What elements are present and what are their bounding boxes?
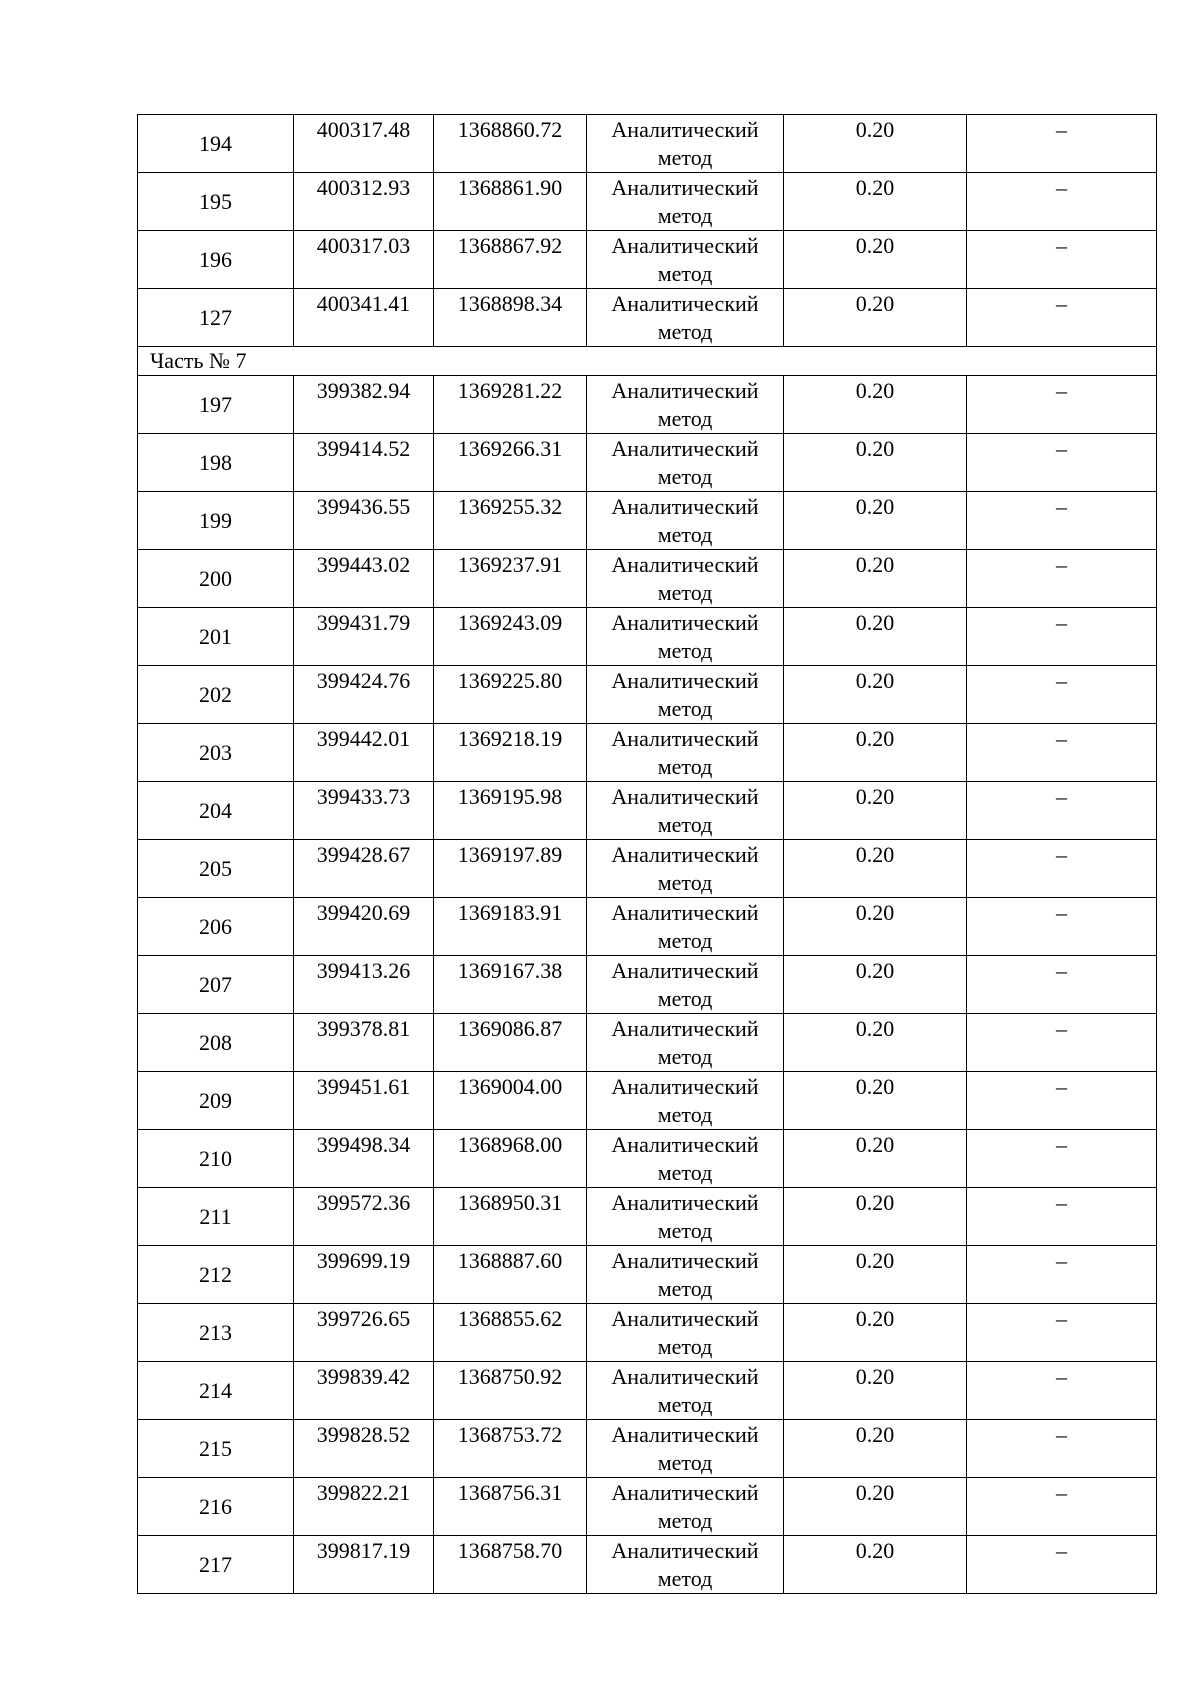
description-cell: – <box>967 1014 1157 1072</box>
method-cell <box>587 724 784 782</box>
x-coordinate-cell: 399436.55 <box>294 492 434 550</box>
table-row <box>138 376 1157 434</box>
table-row <box>138 1014 1157 1072</box>
accuracy-cell: 0.20 <box>784 1072 967 1130</box>
coordinates-table <box>137 114 1157 1594</box>
description-cell: – <box>967 956 1157 1014</box>
table-row <box>138 1304 1157 1362</box>
table-row <box>138 1478 1157 1536</box>
method-line-1: Аналитический <box>611 1538 759 1563</box>
x-coordinate-cell: 399451.61 <box>294 1072 434 1130</box>
y-coordinate-cell: 1369086.87 <box>434 1014 587 1072</box>
x-coordinate-cell: 399431.79 <box>294 608 434 666</box>
method-line-2: метод <box>657 754 713 779</box>
y-coordinate-cell: 1369167.38 <box>434 956 587 1014</box>
description-cell: – <box>967 115 1157 173</box>
y-coordinate-cell: 1368898.34 <box>434 289 587 347</box>
y-coordinate-cell: 1368758.70 <box>434 1536 587 1594</box>
x-coordinate-cell: 399726.65 <box>294 1304 434 1362</box>
method-line-1: Аналитический <box>611 436 759 461</box>
method-line-2: метод <box>657 870 713 895</box>
point-number-cell: 201 <box>138 608 294 666</box>
accuracy-cell: 0.20 <box>784 550 967 608</box>
x-coordinate-cell: 399424.76 <box>294 666 434 724</box>
y-coordinate-cell: 1369183.91 <box>434 898 587 956</box>
y-coordinate-cell: 1368950.31 <box>434 1188 587 1246</box>
method-cell <box>587 231 784 289</box>
accuracy-cell: 0.20 <box>784 115 967 173</box>
table-row <box>138 434 1157 492</box>
method-cell <box>587 376 784 434</box>
table-row <box>138 956 1157 1014</box>
method-line-1: Аналитический <box>611 726 759 751</box>
x-coordinate-cell: 399382.94 <box>294 376 434 434</box>
description-cell: – <box>967 1188 1157 1246</box>
table-row <box>138 492 1157 550</box>
table-row <box>138 666 1157 724</box>
point-number-cell: 208 <box>138 1014 294 1072</box>
description-cell: – <box>967 1246 1157 1304</box>
accuracy-cell: 0.20 <box>784 1304 967 1362</box>
accuracy-cell: 0.20 <box>784 173 967 231</box>
description-cell: – <box>967 173 1157 231</box>
method-line-1: Аналитический <box>611 291 759 316</box>
method-line-2: метод <box>657 1450 713 1475</box>
accuracy-cell: 0.20 <box>784 666 967 724</box>
accuracy-cell: 0.20 <box>784 1478 967 1536</box>
method-line-2: метод <box>657 406 713 431</box>
x-coordinate-cell: 399443.02 <box>294 550 434 608</box>
x-coordinate-cell: 400317.03 <box>294 231 434 289</box>
accuracy-cell: 0.20 <box>784 898 967 956</box>
point-number-cell: 197 <box>138 376 294 434</box>
method-line-1: Аналитический <box>611 842 759 867</box>
method-line-2: метод <box>657 928 713 953</box>
description-cell: – <box>967 376 1157 434</box>
description-cell: – <box>967 840 1157 898</box>
table-row <box>138 1420 1157 1478</box>
method-cell <box>587 898 784 956</box>
y-coordinate-cell: 1368887.60 <box>434 1246 587 1304</box>
method-cell <box>587 956 784 1014</box>
x-coordinate-cell: 400312.93 <box>294 173 434 231</box>
y-coordinate-cell: 1368867.92 <box>434 231 587 289</box>
method-line-2: метод <box>657 261 713 286</box>
method-line-2: метод <box>657 1218 713 1243</box>
description-cell: – <box>967 666 1157 724</box>
accuracy-cell: 0.20 <box>784 1014 967 1072</box>
table-row <box>138 550 1157 608</box>
accuracy-cell: 0.20 <box>784 1188 967 1246</box>
method-line-2: метод <box>657 1160 713 1185</box>
point-number-cell: 209 <box>138 1072 294 1130</box>
method-cell <box>587 289 784 347</box>
point-number-cell: 213 <box>138 1304 294 1362</box>
point-number-cell: 206 <box>138 898 294 956</box>
description-cell: – <box>967 898 1157 956</box>
description-cell: – <box>967 231 1157 289</box>
table-row <box>138 231 1157 289</box>
table-row <box>138 289 1157 347</box>
method-line-1: Аналитический <box>611 1480 759 1505</box>
method-line-1: Аналитический <box>611 958 759 983</box>
method-line-2: метод <box>657 522 713 547</box>
method-line-1: Аналитический <box>611 1248 759 1273</box>
x-coordinate-cell: 399572.36 <box>294 1188 434 1246</box>
description-cell: – <box>967 608 1157 666</box>
point-number-cell: 202 <box>138 666 294 724</box>
x-coordinate-cell: 399839.42 <box>294 1362 434 1420</box>
x-coordinate-cell: 399817.19 <box>294 1536 434 1594</box>
table-row <box>138 1188 1157 1246</box>
y-coordinate-cell: 1369266.31 <box>434 434 587 492</box>
x-coordinate-cell: 399822.21 <box>294 1478 434 1536</box>
y-coordinate-cell: 1368861.90 <box>434 173 587 231</box>
y-coordinate-cell: 1369243.09 <box>434 608 587 666</box>
method-line-2: метод <box>657 1566 713 1591</box>
point-number-cell: 212 <box>138 1246 294 1304</box>
accuracy-cell: 0.20 <box>784 376 967 434</box>
x-coordinate-cell: 399433.73 <box>294 782 434 840</box>
method-line-2: метод <box>657 319 713 344</box>
method-cell <box>587 1072 784 1130</box>
method-cell <box>587 492 784 550</box>
point-number-cell: 194 <box>138 115 294 173</box>
x-coordinate-cell: 400341.41 <box>294 289 434 347</box>
x-coordinate-cell: 399413.26 <box>294 956 434 1014</box>
method-line-1: Аналитический <box>611 233 759 258</box>
method-line-2: метод <box>657 580 713 605</box>
method-cell <box>587 1188 784 1246</box>
method-line-1: Аналитический <box>611 378 759 403</box>
description-cell: – <box>967 434 1157 492</box>
method-line-1: Аналитический <box>611 784 759 809</box>
y-coordinate-cell: 1368855.62 <box>434 1304 587 1362</box>
point-number-cell: 196 <box>138 231 294 289</box>
accuracy-cell: 0.20 <box>784 231 967 289</box>
point-number-cell: 214 <box>138 1362 294 1420</box>
point-number-cell: 127 <box>138 289 294 347</box>
description-cell: – <box>967 1362 1157 1420</box>
method-line-1: Аналитический <box>611 117 759 142</box>
y-coordinate-cell: 1369195.98 <box>434 782 587 840</box>
method-line-2: метод <box>657 1392 713 1417</box>
table-row <box>138 115 1157 173</box>
method-line-1: Аналитический <box>611 900 759 925</box>
method-line-2: метод <box>657 638 713 663</box>
x-coordinate-cell: 399442.01 <box>294 724 434 782</box>
y-coordinate-cell: 1368750.92 <box>434 1362 587 1420</box>
y-coordinate-cell: 1369218.19 <box>434 724 587 782</box>
table-row <box>138 608 1157 666</box>
method-line-2: метод <box>657 145 713 170</box>
point-number-cell: 204 <box>138 782 294 840</box>
method-line-1: Аналитический <box>611 1132 759 1157</box>
table-row <box>138 724 1157 782</box>
y-coordinate-cell: 1369197.89 <box>434 840 587 898</box>
method-cell <box>587 840 784 898</box>
x-coordinate-cell: 399414.52 <box>294 434 434 492</box>
accuracy-cell: 0.20 <box>784 608 967 666</box>
method-cell <box>587 1246 784 1304</box>
method-line-2: метод <box>657 464 713 489</box>
section-header-row <box>138 347 1157 376</box>
method-line-1: Аналитический <box>611 1074 759 1099</box>
method-cell <box>587 1478 784 1536</box>
accuracy-cell: 0.20 <box>784 434 967 492</box>
method-line-1: Аналитический <box>611 1190 759 1215</box>
table-row <box>138 782 1157 840</box>
description-cell: – <box>967 1072 1157 1130</box>
y-coordinate-cell: 1368753.72 <box>434 1420 587 1478</box>
method-cell <box>587 434 784 492</box>
method-cell <box>587 1362 784 1420</box>
point-number-cell: 203 <box>138 724 294 782</box>
coordinates-table-body <box>138 115 1157 1594</box>
x-coordinate-cell: 399699.19 <box>294 1246 434 1304</box>
y-coordinate-cell: 1368860.72 <box>434 115 587 173</box>
x-coordinate-cell: 399378.81 <box>294 1014 434 1072</box>
method-cell <box>587 550 784 608</box>
accuracy-cell: 0.20 <box>784 956 967 1014</box>
table-row <box>138 898 1157 956</box>
method-line-1: Аналитический <box>611 1364 759 1389</box>
table-row <box>138 1130 1157 1188</box>
accuracy-cell: 0.20 <box>784 840 967 898</box>
y-coordinate-cell: 1369225.80 <box>434 666 587 724</box>
method-line-1: Аналитический <box>611 1422 759 1447</box>
accuracy-cell: 0.20 <box>784 1362 967 1420</box>
point-number-cell: 205 <box>138 840 294 898</box>
method-line-1: Аналитический <box>611 668 759 693</box>
method-cell <box>587 1304 784 1362</box>
y-coordinate-cell: 1369281.22 <box>434 376 587 434</box>
y-coordinate-cell: 1368968.00 <box>434 1130 587 1188</box>
point-number-cell: 198 <box>138 434 294 492</box>
description-cell: – <box>967 492 1157 550</box>
x-coordinate-cell: 399828.52 <box>294 1420 434 1478</box>
x-coordinate-cell: 399498.34 <box>294 1130 434 1188</box>
point-number-cell: 217 <box>138 1536 294 1594</box>
accuracy-cell: 0.20 <box>784 1536 967 1594</box>
description-cell: – <box>967 289 1157 347</box>
x-coordinate-cell: 400317.48 <box>294 115 434 173</box>
description-cell: – <box>967 1536 1157 1594</box>
description-cell: – <box>967 1130 1157 1188</box>
accuracy-cell: 0.20 <box>784 492 967 550</box>
method-line-1: Аналитический <box>611 552 759 577</box>
method-cell <box>587 173 784 231</box>
table-row <box>138 840 1157 898</box>
method-line-2: метод <box>657 1276 713 1301</box>
description-cell: – <box>967 782 1157 840</box>
y-coordinate-cell: 1369237.91 <box>434 550 587 608</box>
x-coordinate-cell: 399420.69 <box>294 898 434 956</box>
accuracy-cell: 0.20 <box>784 782 967 840</box>
point-number-cell: 200 <box>138 550 294 608</box>
description-cell: – <box>967 1304 1157 1362</box>
method-cell <box>587 1420 784 1478</box>
description-cell: – <box>967 1478 1157 1536</box>
y-coordinate-cell: 1369004.00 <box>434 1072 587 1130</box>
point-number-cell: 211 <box>138 1188 294 1246</box>
table-row <box>138 1536 1157 1594</box>
x-coordinate-cell: 399428.67 <box>294 840 434 898</box>
description-cell: – <box>967 1420 1157 1478</box>
method-cell <box>587 115 784 173</box>
method-line-2: метод <box>657 696 713 721</box>
table-row <box>138 1072 1157 1130</box>
method-line-2: метод <box>657 986 713 1011</box>
method-line-2: метод <box>657 1508 713 1533</box>
method-cell <box>587 608 784 666</box>
point-number-cell: 195 <box>138 173 294 231</box>
method-cell <box>587 1014 784 1072</box>
description-cell: – <box>967 550 1157 608</box>
method-line-1: Аналитический <box>611 1306 759 1331</box>
method-cell <box>587 666 784 724</box>
method-line-2: метод <box>657 203 713 228</box>
point-number-cell: 199 <box>138 492 294 550</box>
table-row <box>138 1362 1157 1420</box>
method-cell <box>587 1130 784 1188</box>
accuracy-cell: 0.20 <box>784 289 967 347</box>
point-number-cell: 207 <box>138 956 294 1014</box>
accuracy-cell: 0.20 <box>784 1130 967 1188</box>
point-number-cell: 210 <box>138 1130 294 1188</box>
method-line-1: Аналитический <box>611 494 759 519</box>
method-line-1: Аналитический <box>611 175 759 200</box>
description-cell: – <box>967 724 1157 782</box>
table-row <box>138 173 1157 231</box>
accuracy-cell: 0.20 <box>784 724 967 782</box>
section-title: Часть № 7 <box>138 347 1157 376</box>
point-number-cell: 216 <box>138 1478 294 1536</box>
accuracy-cell: 0.20 <box>784 1420 967 1478</box>
y-coordinate-cell: 1368756.31 <box>434 1478 587 1536</box>
y-coordinate-cell: 1369255.32 <box>434 492 587 550</box>
method-line-2: метод <box>657 1334 713 1359</box>
method-cell <box>587 782 784 840</box>
method-line-2: метод <box>657 1102 713 1127</box>
method-line-2: метод <box>657 1044 713 1069</box>
method-line-1: Аналитический <box>611 1016 759 1041</box>
method-line-2: метод <box>657 812 713 837</box>
accuracy-cell: 0.20 <box>784 1246 967 1304</box>
method-line-1: Аналитический <box>611 610 759 635</box>
table-row <box>138 1246 1157 1304</box>
method-cell <box>587 1536 784 1594</box>
point-number-cell: 215 <box>138 1420 294 1478</box>
